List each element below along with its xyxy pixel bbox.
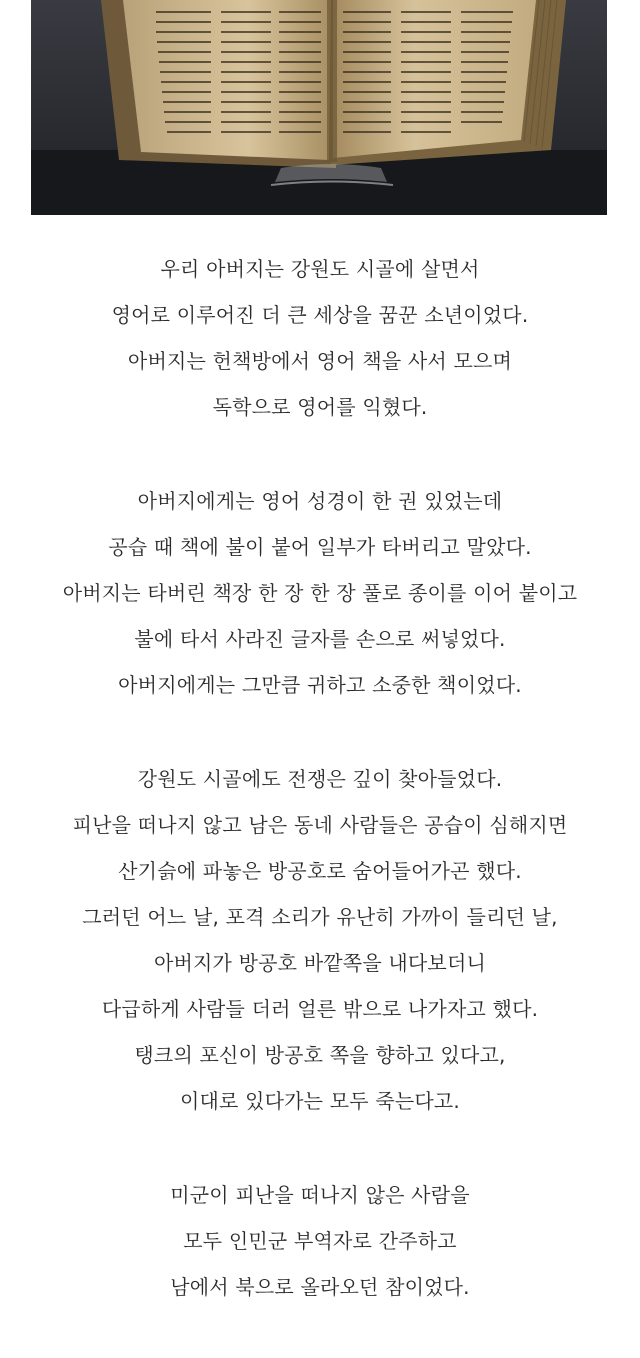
text-line: 영어로 이루어진 더 큰 세상을 꿈꾼 소년이었다. — [111, 303, 529, 327]
text-line: 그러던 어느 날, 포격 소리가 유난히 가까이 들리던 날, — [82, 905, 558, 929]
text-line: 우리 아버지는 강원도 시골에 살면서 — [160, 257, 480, 281]
paragraph-3 — [0, 756, 640, 1124]
text-line: 불에 타서 사라진 글자를 손으로 써넣었다. — [134, 627, 506, 651]
story-text — [0, 246, 640, 1358]
paragraph-1 — [0, 246, 640, 430]
text-line: 강원도 시골에도 전쟁은 깊이 찾아들었다. — [137, 767, 503, 791]
text-line: 미군이 피난을 떠나지 않은 사람을 — [170, 1183, 470, 1207]
text-line: 아버지는 헌책방에서 영어 책을 사서 모으며 — [127, 349, 513, 373]
text-line: 공습 때 책에 불이 붙어 일부가 타버리고 말았다. — [108, 535, 532, 559]
text-line: 아버지는 타버린 책장 한 장 한 장 풀로 종이를 이어 붙이고 — [62, 581, 578, 605]
text-line: 아버지에게는 그만큼 귀하고 소중한 책이었다. — [118, 673, 522, 697]
text-line: 이대로 있다가는 모두 죽는다고. — [180, 1089, 460, 1113]
book-photo — [31, 0, 607, 215]
text-line: 산기슭에 파놓은 방공호로 숨어들어가곤 했다. — [118, 859, 522, 883]
text-line: 아버지가 방공호 바깥쪽을 내다보더니 — [154, 951, 486, 975]
text-line: 다급하게 사람들 더러 얼른 밖으로 나가자고 했다. — [101, 997, 539, 1021]
text-line: 독학으로 영어를 익혔다. — [212, 395, 428, 419]
paragraph-4 — [0, 1172, 640, 1310]
text-line: 탱크의 포신이 방공호 쪽을 향하고 있다고, — [134, 1043, 506, 1067]
text-line: 피난을 떠나지 않고 남은 동네 사람들은 공습이 심해지면 — [72, 813, 568, 837]
paragraph-2 — [0, 478, 640, 708]
text-line: 남에서 북으로 올라오던 참이었다. — [170, 1275, 470, 1299]
open-book-illustration — [31, 0, 607, 215]
text-line: 아버지에게는 영어 성경이 한 권 있었는데 — [137, 489, 503, 513]
text-line: 모두 인민군 부역자로 간주하고 — [183, 1229, 457, 1253]
